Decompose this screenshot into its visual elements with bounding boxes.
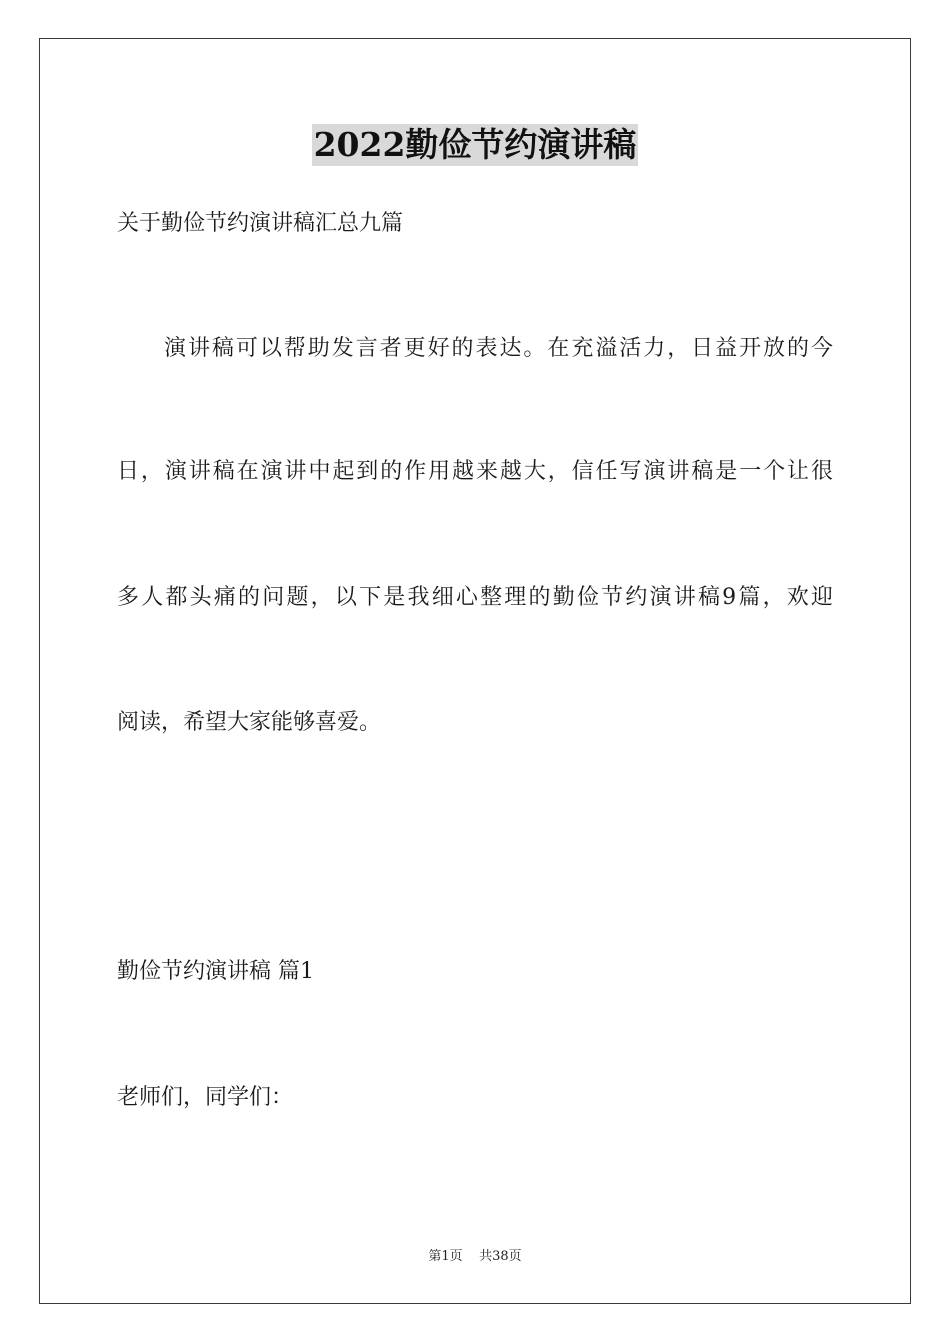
document-title: 2022勤俭节约演讲稿 xyxy=(313,125,637,164)
page-number: 第1页 xyxy=(428,1249,463,1264)
document-subtitle: 关于勤俭节约演讲稿汇总九篇 xyxy=(117,211,404,236)
intro-paragraph-line-3: 多人都头痛的问题，以下是我细心整理的勤俭节约演讲稿9篇，欢迎 xyxy=(117,585,833,610)
intro-paragraph-line-2: 日，演讲稿在演讲中起到的作用越来越大，信任写演讲稿是一个让很 xyxy=(117,459,833,484)
intro-paragraph-line-1: 演讲稿可以帮助发言者更好的表达。在充溢活力，日益开放的今 xyxy=(164,336,833,361)
intro-paragraph-line-4: 阅读，希望大家能够喜爱。 xyxy=(117,710,382,735)
title-container xyxy=(0,124,950,166)
page-footer xyxy=(0,1248,950,1266)
section-heading: 勤俭节约演讲稿 篇1 xyxy=(117,959,314,984)
total-pages: 共38页 xyxy=(479,1249,522,1264)
salutation: 老师们，同学们： xyxy=(117,1085,294,1110)
